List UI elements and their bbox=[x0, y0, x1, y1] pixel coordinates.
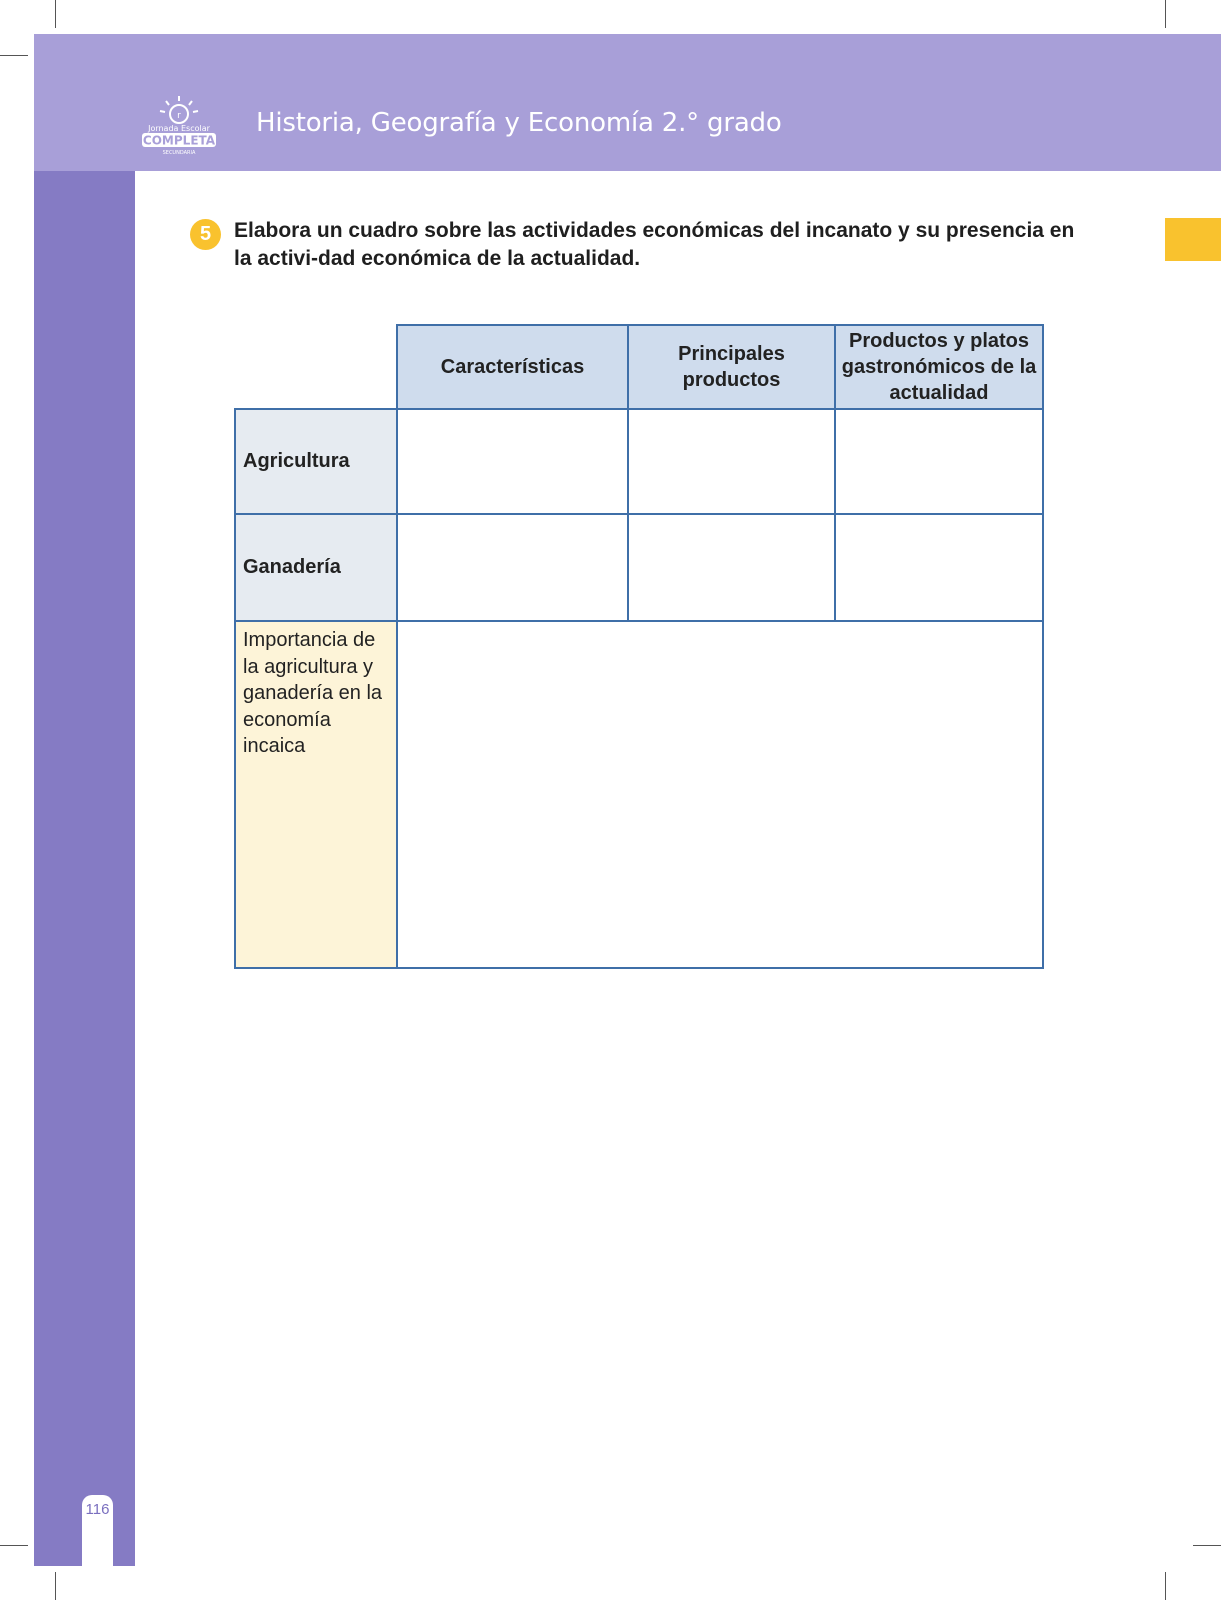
crop-mark bbox=[1165, 0, 1166, 28]
crop-mark bbox=[1193, 1545, 1221, 1546]
row-label-agriculture: Agricultura bbox=[234, 408, 398, 515]
svg-text:SECUNDARIA: SECUNDARIA bbox=[162, 150, 196, 156]
page-number: 116 bbox=[85, 1501, 110, 1518]
svg-text:COMPLETA: COMPLETA bbox=[142, 133, 216, 148]
answer-cell-livestock-dishes[interactable] bbox=[834, 513, 1044, 622]
jornada-escolar-completa-logo bbox=[138, 94, 220, 156]
svg-text:Jornada Escolar: Jornada Escolar bbox=[148, 124, 210, 133]
page-number-tab bbox=[82, 1495, 113, 1566]
answer-cell-livestock-characteristics[interactable] bbox=[396, 513, 629, 622]
answer-cell-livestock-products[interactable] bbox=[627, 513, 836, 622]
book-title: Historia, Geografía y Economía 2.° grado bbox=[256, 108, 782, 138]
column-header-characteristics: Características bbox=[396, 324, 629, 410]
section-tab-marker bbox=[1165, 218, 1221, 261]
crop-mark bbox=[1165, 1572, 1166, 1600]
row-label-livestock: Ganadería bbox=[234, 513, 398, 622]
answer-cell-agriculture-dishes[interactable] bbox=[834, 408, 1044, 515]
column-header-current-dishes: Productos y platos gastronómicos de la actualidad bbox=[834, 324, 1044, 410]
crop-mark bbox=[0, 55, 28, 56]
crop-mark bbox=[55, 0, 56, 28]
answer-cell-agriculture-characteristics[interactable] bbox=[396, 408, 629, 515]
page-header bbox=[34, 34, 1221, 171]
answer-cell-importance[interactable] bbox=[396, 620, 1044, 969]
activity-number-badge: 5 bbox=[190, 219, 221, 250]
left-sidebar bbox=[34, 171, 135, 1566]
svg-text:r: r bbox=[177, 111, 181, 121]
crop-mark bbox=[0, 1545, 28, 1546]
activity-instruction: Elabora un cuadro sobre las actividades económicas del incanato y su presencia en la activi-dad económica de la actualidad. bbox=[234, 219, 1075, 270]
row-label-importance: Importancia de la agricultura y ganadería en la economía incaica bbox=[234, 620, 398, 969]
answer-cell-agriculture-products[interactable] bbox=[627, 408, 836, 515]
column-header-main-products: Principales productos bbox=[627, 324, 836, 410]
crop-mark bbox=[55, 1572, 56, 1600]
